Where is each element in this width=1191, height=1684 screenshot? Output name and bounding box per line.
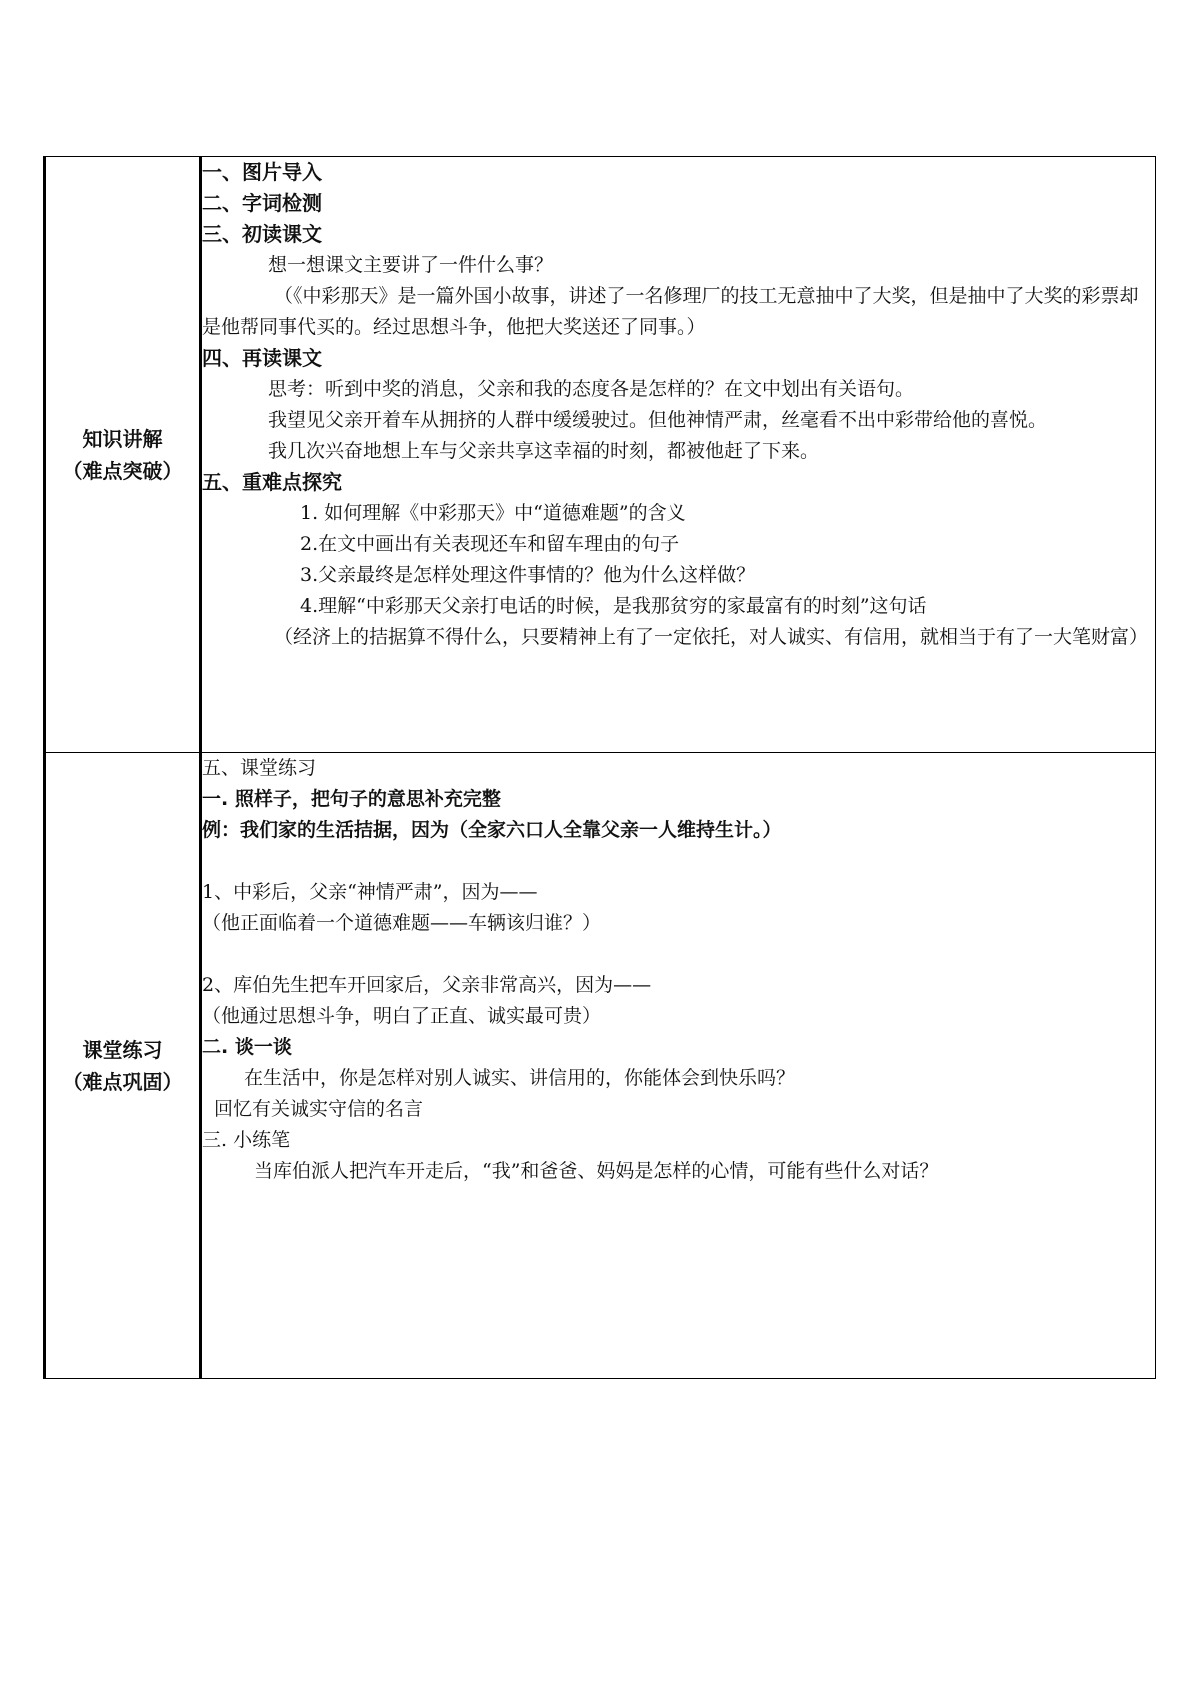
knowledge-content-cell	[201, 157, 1156, 753]
answer-main-idea: （《中彩那天》是一篇外国小故事，讲述了一名修理厂的技工无意抽中了大奖，但是抽中了大奖的彩票却是他帮同事代买的。经过思想斗争，他把大奖送还了同事。）	[202, 285, 1139, 338]
practice-content-cell	[201, 753, 1156, 1379]
heading-word-check: 二、字词检测	[202, 191, 322, 215]
sentence-father-driving: 我望见父亲开着车从拥挤的人群中缓缓驶过。但他神情严肃，丝毫看不出中彩带给他的喜悦。	[268, 409, 1048, 431]
sentence-excited: 我几次兴奋地想上车与父亲共享这幸福的时刻，都被他赶了下来。	[268, 440, 820, 462]
exercise-3-prompt: 当库伯派人把汽车开走后，“我”和爸爸、妈妈是怎样的心情，可能有些什么对话？	[254, 1160, 939, 1182]
key-point-1: 1. 如何理解《中彩那天》中“道德难题”的含义	[300, 502, 686, 524]
exercise-2-task: 回忆有关诚实守信的名言	[214, 1098, 424, 1120]
knowledge-label: 知识讲解 （难点突破）	[62, 426, 183, 483]
key-point-3: 3.父亲最终是怎样处理这件事情的？他为什么这样做？	[300, 564, 756, 586]
practice-label: 课堂练习 （难点巩固）	[62, 1037, 183, 1094]
question-attitudes: 思考：听到中奖的消息，父亲和我的态度各是怎样的？在文中划出有关语句。	[268, 378, 915, 400]
practice-row	[45, 753, 1156, 1379]
exercise-2-title: 二. 谈一谈	[202, 1036, 292, 1058]
key-point-2: 2.在文中画出有关表现还车和留车理由的句子	[300, 533, 680, 555]
question-main-idea: 想一想课文主要讲了一件什么事？	[268, 254, 554, 276]
heading-second-reading: 四、再读课文	[202, 346, 322, 370]
exercise-1-answer-2: （他通过思想斗争，明白了正直、诚实最可贵）	[202, 1005, 602, 1027]
knowledge-row	[45, 157, 1156, 753]
exercise-1-title: 一. 照样子，把句子的意思补充完整	[202, 788, 501, 810]
exercise-3-title: 三. 小练笔	[202, 1129, 291, 1151]
key-point-answer: （经济上的拮据算不得什么，只要精神上有了一定依托，对人诚实、有信用，就相当于有了一大笔财富）	[274, 626, 1149, 648]
knowledge-label-cell	[45, 157, 201, 753]
exercise-1-item-2: 2、库伯先生把车开回家后，父亲非常高兴，因为——	[202, 974, 652, 996]
lesson-table	[43, 156, 1156, 1379]
exercise-1-answer-1: （他正面临着一个道德难题——车辆该归谁？）	[202, 912, 602, 934]
exercise-2-question: 在生活中，你是怎样对别人诚实、讲信用的，你能体会到快乐吗？	[244, 1067, 796, 1089]
key-point-4: 4.理解“中彩那天父亲打电话的时候，是我那贫穷的家最富有的时刻”这句话	[300, 595, 927, 617]
practice-label-cell	[45, 753, 201, 1379]
exercise-1-example: 例：我们家的生活拮据，因为（全家六口人全靠父亲一人维持生计。）	[202, 819, 782, 841]
heading-first-reading: 三、初读课文	[202, 222, 322, 246]
exercise-1-item-1: 1、中彩后，父亲“神情严肃”，因为——	[202, 881, 538, 903]
heading-key-points: 五、重难点探究	[202, 470, 342, 494]
practice-title: 五、课堂练习	[202, 757, 317, 779]
heading-picture-intro: 一、图片导入	[202, 160, 322, 184]
